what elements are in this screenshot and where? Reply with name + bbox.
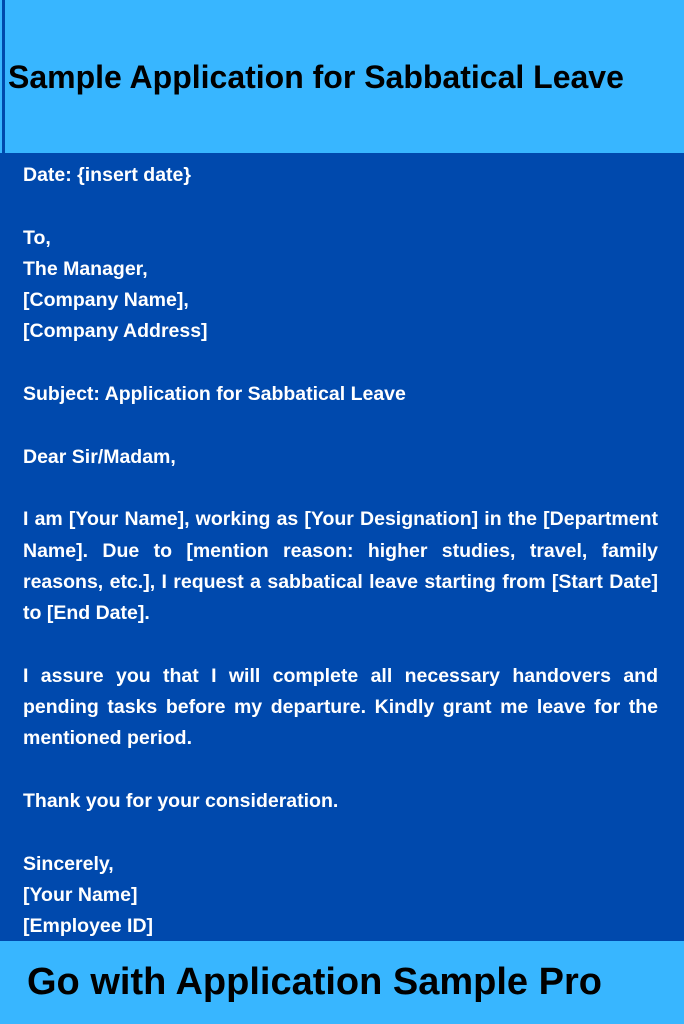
letter-salutation: Dear Sir/Madam, bbox=[23, 445, 176, 468]
letter-paragraph-2: I assure you that I will complete all necessary handovers and pending tasks before my departure. Kindly grant me leave for the mentioned period. bbox=[23, 664, 658, 750]
letter-subject: Subject: Application for Sabbatical Leave bbox=[23, 383, 406, 406]
letter-paragraph-1: I am [Your Name], working as [Your Designation] in the [Department Name]. Due to [mention reason: higher studies, travel, family reasons, etc.], I request a sabbatical leave starting from [Start Date] to [End Date]. bbox=[23, 508, 658, 625]
footer-banner bbox=[0, 941, 684, 1024]
spacer bbox=[23, 348, 658, 379]
header-accent-bar bbox=[2, 0, 5, 153]
page-title: Sample Application for Sabbatical Leave bbox=[8, 59, 624, 95]
letter-body bbox=[23, 160, 658, 942]
footer-tagline: Go with Application Sample Pro bbox=[27, 961, 602, 1003]
letter-thanks: Thank you for your consideration. bbox=[23, 789, 339, 812]
spacer bbox=[23, 473, 658, 504]
letter-company-address: [Company Address] bbox=[23, 320, 208, 343]
letter-recipient: The Manager, bbox=[23, 257, 148, 280]
header-banner bbox=[0, 0, 684, 153]
letter-date: Date: {insert date} bbox=[23, 164, 191, 186]
letter-sender-name: [Your Name] bbox=[23, 883, 138, 906]
letter-closing: Sincerely, bbox=[23, 852, 114, 875]
spacer bbox=[23, 191, 658, 222]
letter-company-name: [Company Name], bbox=[23, 289, 189, 312]
letter-employee-id: [Employee ID] bbox=[23, 915, 154, 938]
spacer bbox=[23, 755, 658, 786]
letter-to: To, bbox=[23, 226, 51, 249]
spacer bbox=[23, 629, 658, 660]
spacer bbox=[23, 410, 658, 441]
spacer bbox=[23, 817, 658, 848]
